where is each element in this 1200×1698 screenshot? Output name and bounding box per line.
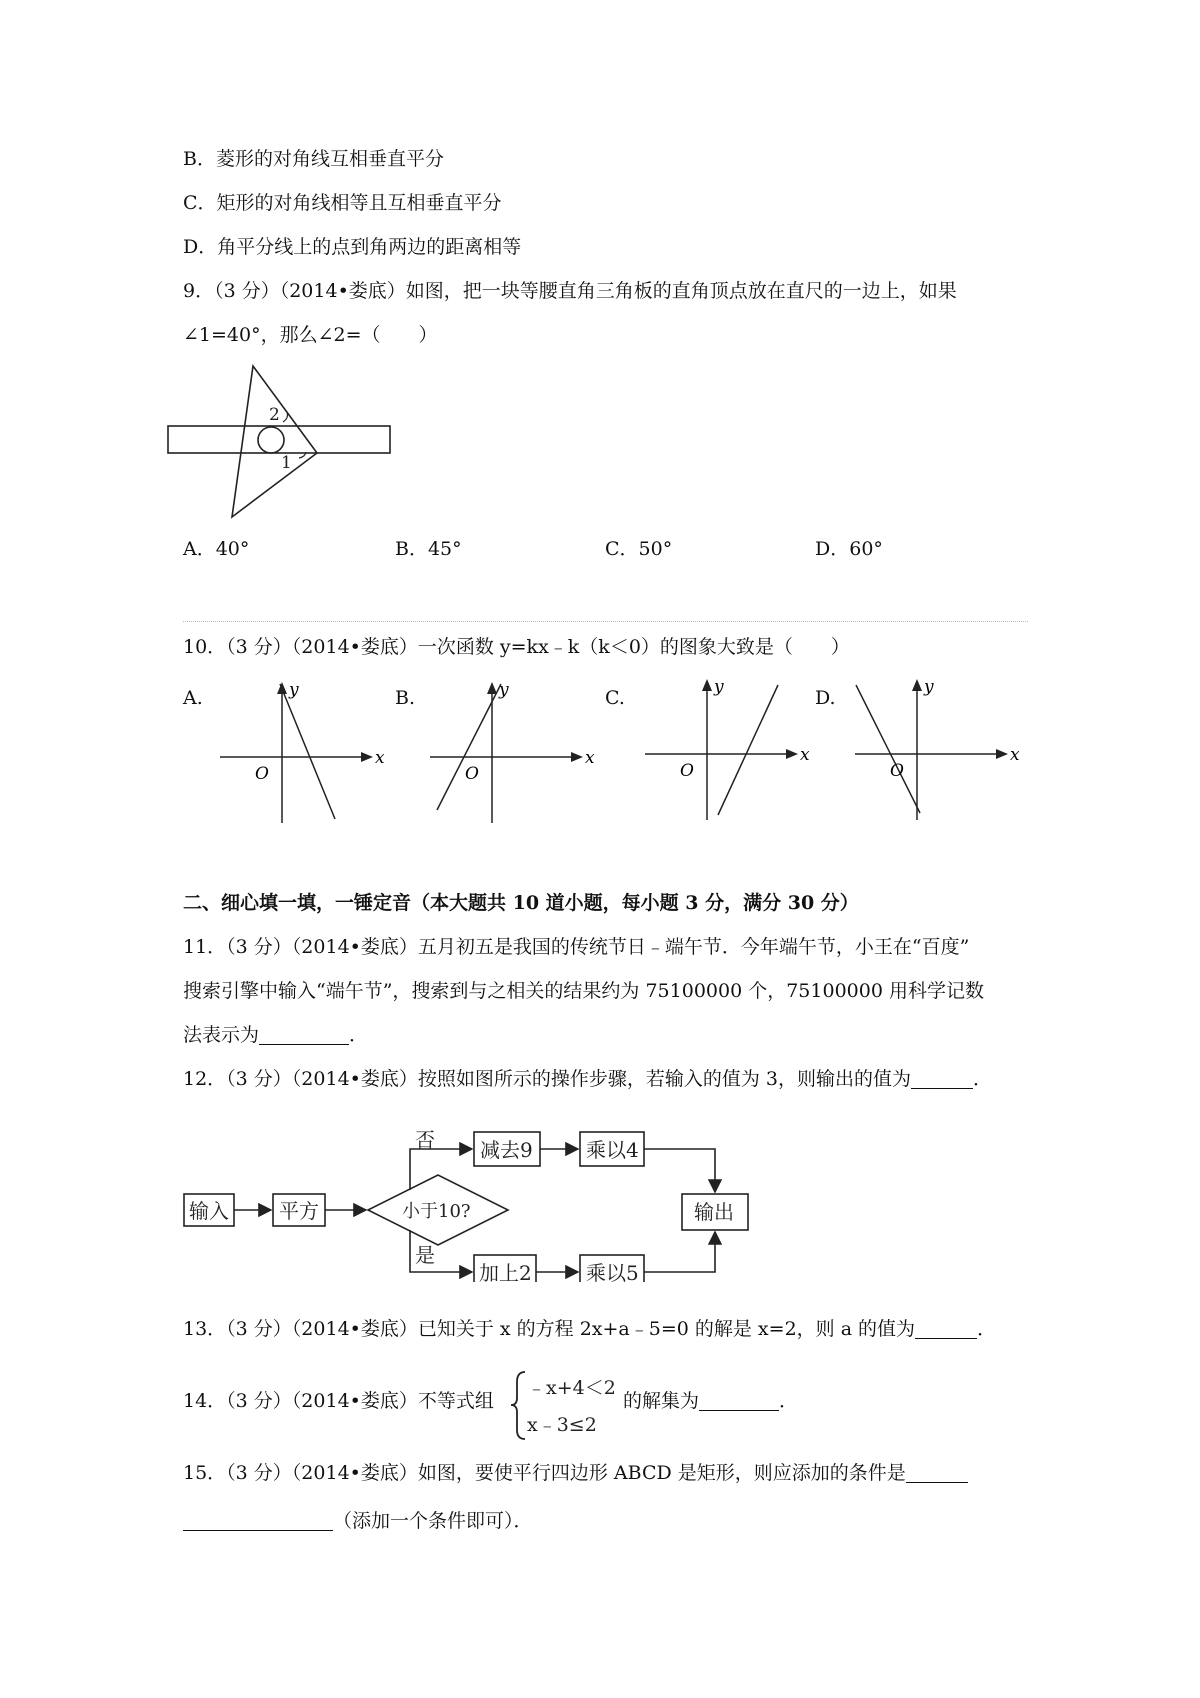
angle-2-arc [283,412,288,422]
graph-a-origin-label: O [255,764,269,784]
graph-c-y-label: y [714,677,724,697]
q10-graph-c [640,675,820,823]
flow-output-label: 输出 [694,1200,734,1224]
angle-2-label: 2 [269,405,280,425]
q13-stem-end: ． [977,1318,997,1340]
q13-stem [183,1316,996,1342]
q14-stem-tail [623,1388,798,1414]
q11-stem-line2: 搜索引擎中输入“端午节”，搜索到与之相关的结果约为 75100000 个，75100000 用科学记数 [183,980,984,1002]
q15-stem-end: （添加一个条件即可）． [333,1510,533,1532]
q15-stem-line1 [183,1460,968,1486]
q9-option-b: B．45° [395,538,462,560]
flow-times5-label: 乘以5 [586,1261,639,1282]
q14-stem-pre: 14．（3 分）（2014•娄底）不等式组 [183,1390,494,1412]
q10-graph-a [215,678,395,826]
triangle-hole [258,427,284,453]
graph-c-line [718,685,778,815]
q9-option-c: C．50° [605,538,673,560]
q8-option-c: C．矩形的对角线相等且互相垂直平分 [183,192,502,214]
q14-stem-end: ． [779,1390,799,1412]
q14-answer-blank[interactable] [699,1390,779,1411]
q8-option-d: D．角平分线上的点到角两边的距离相等 [183,236,522,258]
graph-b-x-label: x [585,748,595,768]
q9-stem-line1: 9．（3 分）（2014•娄底）如图，把一块等腰直角三角板的直角顶点放在直尺的一边上，如果 [183,280,957,302]
q10-graph-b [425,678,605,826]
q12-flowchart [180,1112,780,1282]
flow-times4-label: 乘以4 [586,1138,639,1162]
q13-stem-text: 13．（3 分）（2014•娄底）已知关于 x 的方程 2x+a﹣5=0 的解是 x=2，则 a 的值为 [183,1318,916,1340]
graph-a-line [280,684,335,819]
q15-answer-blank-1[interactable] [906,1462,968,1483]
q10-graph-a-label: A. [183,687,203,709]
q15-stem-text: 15．（3 分）（2014•娄底）如图，要使平行四边形 ABCD 是矩形，则应添加的条件是 [183,1462,906,1484]
q10-stem: 10．（3 分）（2014•娄底）一次函数 y=kx﹣k（k＜0）的图象大致是（ ） [183,636,850,658]
graph-d-x-label: x [1010,745,1020,765]
graph-b-origin-label: O [465,764,479,784]
q12-stem [183,1066,992,1092]
graph-a-y-label: y [289,680,299,700]
graph-d-origin-label: O [890,761,904,781]
flow-yes-label: 是 [415,1243,435,1267]
q10-graph-d-label: D. [815,687,836,709]
graph-b-y-label: y [499,680,509,700]
q11-line3-text: 法表示为 [183,1024,260,1046]
flow-plus2-label: 加上2 [479,1261,532,1282]
q13-answer-blank[interactable] [915,1318,977,1339]
q15-answer-blank-2[interactable] [183,1510,333,1531]
q10-graph-d [850,675,1030,823]
q9-stem-line2: ∠1=40°，那么∠2=（ ） [183,324,438,346]
q14-stem-mid: 的解集为 [623,1390,700,1412]
q11-stem-line1: 11．（3 分）（2014•娄底）五月初五是我国的传统节日﹣端午节．今年端午节，小王在“百度” [183,936,970,958]
graph-c-origin-label: O [680,761,694,781]
q12-answer-blank[interactable] [911,1068,973,1089]
q11-line3-end: ． [349,1024,369,1046]
flow-input-label: 输入 [189,1199,229,1223]
q10-graph-b-label: B. [395,687,416,709]
graph-d-line [856,685,920,813]
q11-answer-blank[interactable] [259,1024,349,1045]
brace [511,1372,525,1439]
graph-d-y-label: y [924,677,934,697]
flow-minus9-label: 减去9 [480,1138,533,1162]
dotted-divider [183,621,1028,622]
q9-option-a: A．40° [183,538,250,560]
q12-stem-text: 12．（3 分）（2014•娄底）按照如图所示的操作步骤，若输入的值为 3，则输出的值为 [183,1068,911,1090]
flow-square-label: 平方 [279,1199,319,1223]
q10-graph-c-label: C. [605,687,625,709]
flow-decision-label: 小于10? [402,1201,471,1222]
q14-inequality-system [509,1368,629,1443]
flow-no-label: 否 [415,1128,435,1152]
angle-1-label: 1 [281,453,292,473]
q8-option-b: B．菱形的对角线互相垂直平分 [183,148,444,170]
graph-c-x-label: x [800,745,810,765]
section-2-title: 二、细心填一填，一锤定音（本大题共 10 道小题，每小题 3 分，满分 30 分） [183,892,859,914]
q12-stem-end: ． [973,1068,993,1090]
q15-stem-line2 [183,1508,533,1534]
graph-a-x-label: x [375,748,385,768]
q11-stem-line3 [183,1022,368,1048]
inequality-2: x﹣3≤2 [527,1414,597,1436]
q9-figure [165,360,405,525]
triangle-board [232,366,317,517]
q9-option-d: D．60° [815,538,883,560]
inequality-1: ﹣x+4＜2 [527,1377,616,1399]
